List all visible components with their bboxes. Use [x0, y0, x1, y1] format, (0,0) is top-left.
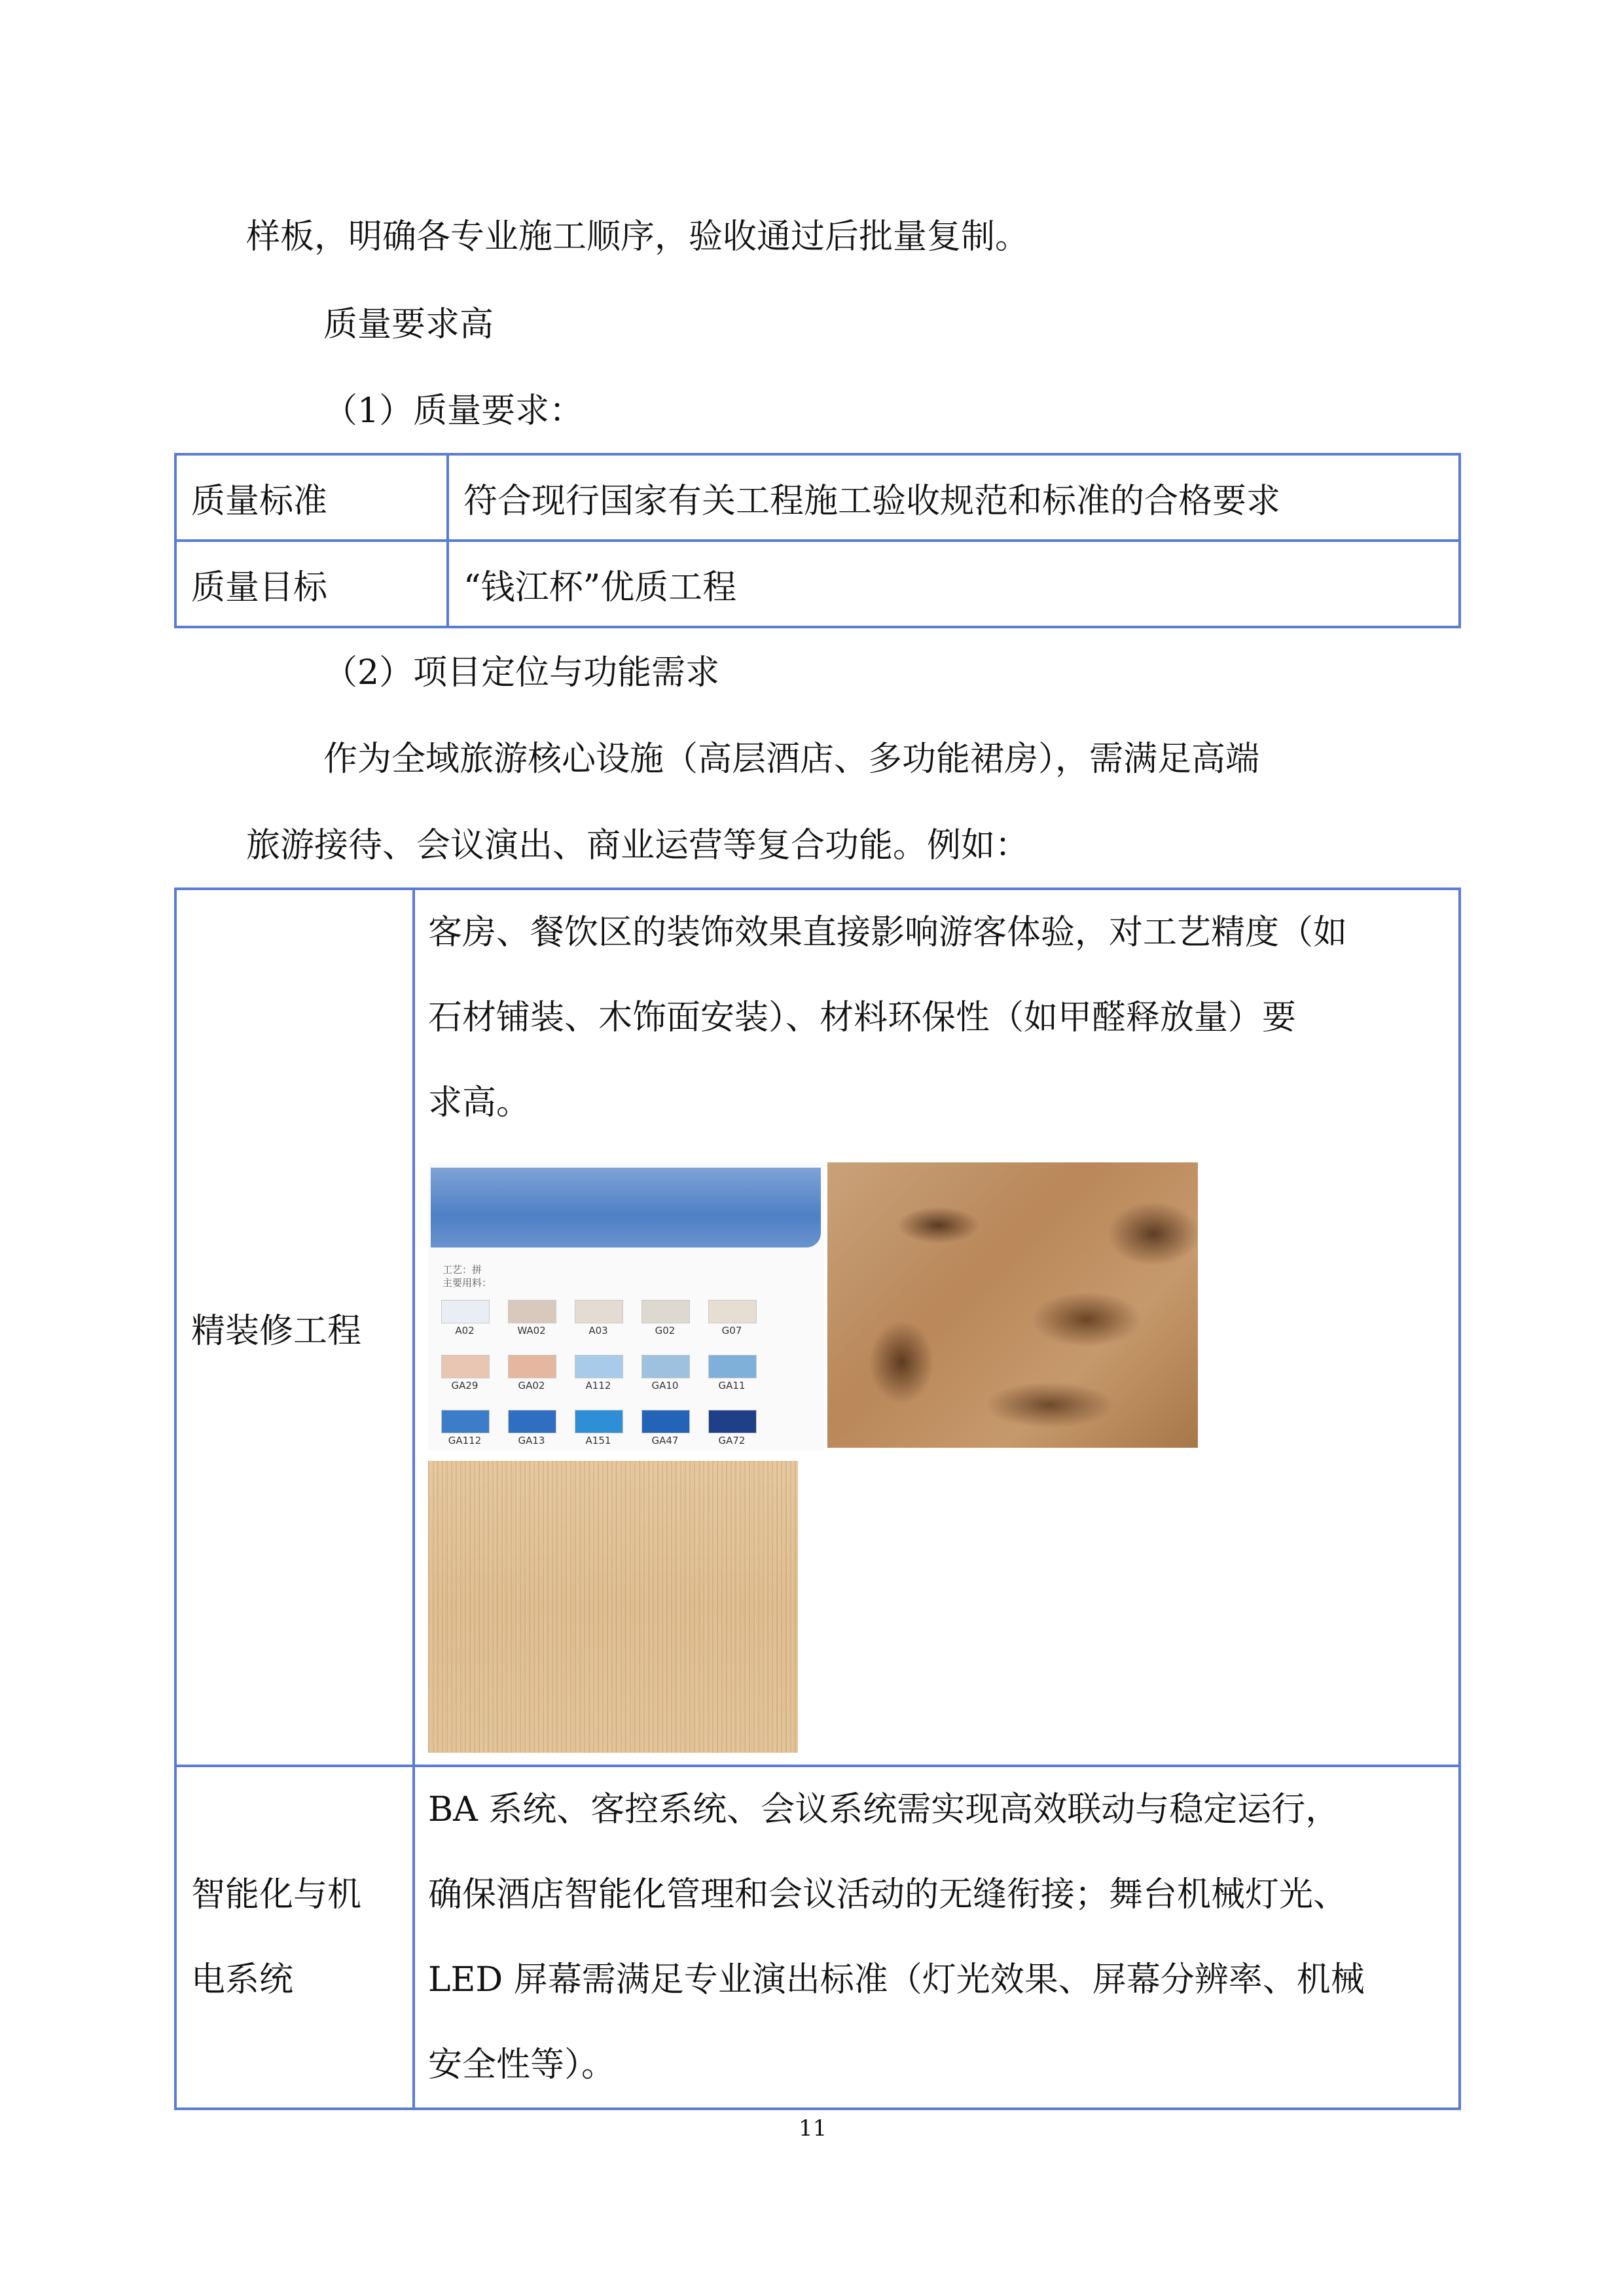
tile-swatch-code: GA112 [448, 1435, 482, 1446]
tile-swatch-code: A151 [585, 1435, 611, 1446]
fitout-label: 精装修工程 [175, 889, 414, 1766]
smart-text-line: 确保酒店智能化管理和会议活动的无缝衔接；舞台机械灯光、 [428, 1875, 1348, 1914]
tile-swatch [508, 1355, 556, 1378]
tile-swatch [441, 1410, 490, 1433]
oak-wood-veneer-image [428, 1461, 798, 1753]
smart-systems-label: 智能化与机 电系统 [175, 1766, 414, 2109]
table-row [175, 454, 1460, 541]
function-table [174, 888, 1461, 2110]
smart-text-line: LED 屏幕需满足专业演出标准（灯光效果、屏幕分辨率、机械 [428, 1960, 1365, 2000]
page-number: 11 [799, 2115, 827, 2142]
tile-swatch [508, 1410, 556, 1433]
fitout-text-line: 石材铺装、木饰面安装）、材料环保性（如甲醛释放量）要 [428, 998, 1297, 1037]
fitout-content [414, 889, 1460, 1766]
smart-text-line: BA 系统、客控系统、会议系统需实现高效联动与稳定运行， [428, 1790, 1340, 1829]
tile-swatch-code: GA02 [518, 1380, 545, 1391]
tile-swatch-code: G07 [721, 1325, 742, 1336]
tile-swatch [641, 1410, 690, 1433]
tile-swatch [575, 1300, 623, 1323]
tile-swatch-code: GA13 [518, 1435, 545, 1446]
tile-swatch-code: G02 [655, 1325, 676, 1336]
tile-swatch [708, 1410, 757, 1433]
tile-swatch-code: WA02 [517, 1325, 546, 1336]
fitout-text-line: 求高。 [428, 1083, 531, 1122]
quality-target-value: “钱江杯”优质工程 [448, 541, 1460, 627]
fitout-text-line: 客房、餐饮区的装饰效果直接影响游客体验，对工艺精度（如 [428, 913, 1348, 952]
tile-swatch-code: GA10 [651, 1380, 679, 1391]
quality-standard-label: 质量标准 [175, 454, 448, 541]
table-row [175, 889, 1460, 1766]
quality-table [174, 453, 1461, 628]
tile-swatch [508, 1300, 556, 1323]
paragraph-positioning-line2: 旅游接待、会议演出、商业运营等复合功能。例如： [246, 826, 1030, 865]
paragraph-continuation: 样板，明确各专业施工顺序，验收通过后批量复制。 [246, 217, 1030, 257]
material-sample-images [428, 1162, 1181, 1765]
smart-systems-content [414, 1766, 1460, 2109]
table-row [175, 541, 1460, 627]
quality-target-label: 质量目标 [175, 541, 448, 627]
mosaic-tile-sample-image [428, 1162, 824, 1450]
burl-wood-veneer-image [827, 1162, 1198, 1448]
tile-swatch-code: GA47 [651, 1435, 679, 1446]
table-row [175, 1766, 1460, 2109]
tile-swatch [441, 1355, 490, 1378]
paragraph-positioning-line1: 作为全域旅游核心设施（高层酒店、多功能裙房），需满足高端 [323, 740, 1260, 779]
tile-swatch-code: A112 [585, 1380, 611, 1391]
tile-swatch-code: GA11 [718, 1380, 746, 1391]
subheading-quality-requirements: （1）质量要求： [323, 391, 584, 431]
tile-note: 工艺：拼 主要用料： [442, 1264, 492, 1289]
quality-standard-value: 符合现行国家有关工程施工验收规范和标准的合格要求 [448, 454, 1460, 541]
tile-swatch [575, 1355, 623, 1378]
tile-swatch [708, 1355, 757, 1378]
tile-swatch-code: GA29 [451, 1380, 478, 1391]
smart-text-line: 安全性等）。 [428, 2045, 616, 2085]
tile-swatch [708, 1300, 757, 1323]
subheading-positioning: （2）项目定位与功能需求 [323, 653, 720, 692]
tile-swatch [441, 1300, 490, 1323]
tile-swatch [575, 1410, 623, 1433]
mosaic-pool-rendering [431, 1168, 821, 1247]
section-heading-quality: 质量要求高 [323, 305, 494, 344]
tile-swatch [641, 1355, 690, 1378]
tile-swatch-code: A02 [455, 1325, 475, 1336]
tile-swatch [641, 1300, 690, 1323]
tile-swatch-code: A03 [588, 1325, 608, 1336]
tile-swatch-code: GA72 [718, 1435, 746, 1446]
